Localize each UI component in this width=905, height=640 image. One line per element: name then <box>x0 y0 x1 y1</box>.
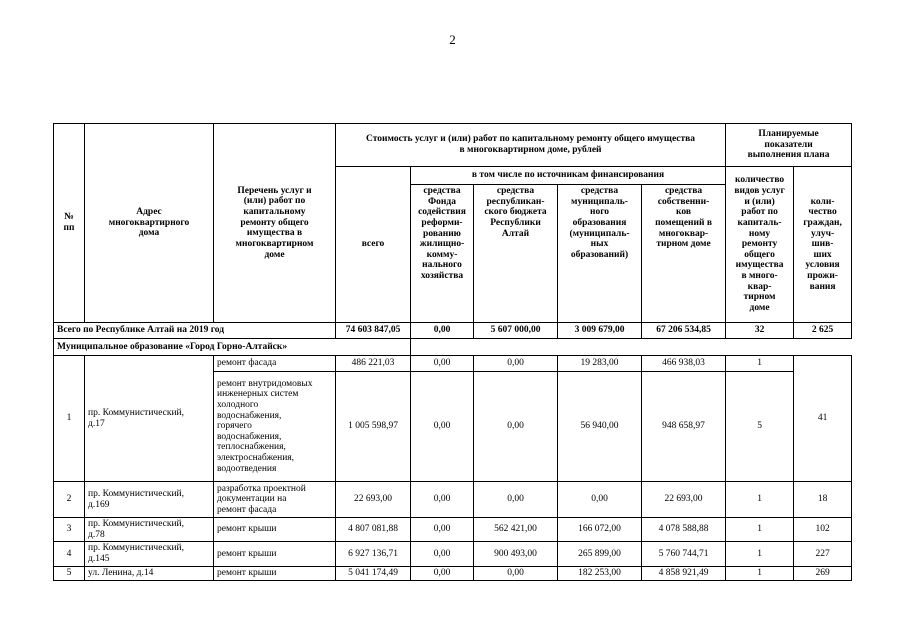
row-republic: 0,00 <box>474 356 558 372</box>
row-total: 6 927 136,71 <box>336 542 411 566</box>
row-owners: 4 858 921,49 <box>642 566 726 580</box>
row-kinds: 1 <box>726 356 794 372</box>
table-row <box>54 542 852 566</box>
table-row <box>54 482 852 518</box>
row-owners: 22 693,00 <box>642 482 726 518</box>
row-citizens: 102 <box>794 518 852 542</box>
row-fund: 0,00 <box>411 518 474 542</box>
row-owners: 948 658,97 <box>642 372 726 482</box>
row-kinds: 5 <box>726 372 794 482</box>
row-total: 5 041 174,49 <box>336 566 411 580</box>
row-kinds: 1 <box>726 542 794 566</box>
header-planned-group: Планируемые показатели выполнения плана <box>726 124 852 167</box>
row-total: 486 221,03 <box>336 356 411 372</box>
header-works: Перечень услуг и (или) работ по капитальному ремонту общего имущества в многоквартирном доме <box>214 124 336 323</box>
row-work: ремонт внутридомовых инженерных систем холодного водоснабжения, горячего водоснабжения, теплоснабжения, электроснабжения, водоотведения <box>214 372 336 482</box>
row-municipal: 166 072,00 <box>558 518 642 542</box>
row-address: пр. Коммунистический, д.145 <box>85 542 214 566</box>
row-address: ул. Ленина, д.14 <box>85 566 214 580</box>
total-row-republic: 5 607 000,00 <box>474 323 558 339</box>
row-address: пр. Коммунистический, д.17 <box>85 356 214 482</box>
row-owners: 466 938,03 <box>642 356 726 372</box>
row-fund: 0,00 <box>411 372 474 482</box>
row-municipal: 182 253,00 <box>558 566 642 580</box>
row-fund: 0,00 <box>411 482 474 518</box>
row-citizens: 269 <box>794 566 852 580</box>
row-total: 4 807 081,88 <box>336 518 411 542</box>
row-work: разработка проектной документации на ремонт фасада <box>214 482 336 518</box>
municipality-row <box>54 339 852 356</box>
capital-repair-table <box>53 123 852 581</box>
table-row <box>54 356 852 372</box>
row-work: ремонт крыши <box>214 566 336 580</box>
row-kinds: 1 <box>726 518 794 542</box>
row-municipal: 19 283,00 <box>558 356 642 372</box>
header-owners: средства собственни- ков помещений в многоквар- тирном доме <box>642 185 726 323</box>
row-owners: 5 760 744,71 <box>642 542 726 566</box>
row-work: ремонт крыши <box>214 518 336 542</box>
row-citizens: 41 <box>794 356 852 482</box>
row-owners: 4 078 588,88 <box>642 518 726 542</box>
row-republic: 0,00 <box>474 372 558 482</box>
total-row <box>54 323 852 339</box>
total-row-kinds: 32 <box>726 323 794 339</box>
header-fund: средства Фонда содействия реформи- рованию жилищно- комму- нального хозяйства <box>411 185 474 323</box>
row-total: 1 005 598,97 <box>336 372 411 482</box>
row-citizens: 227 <box>794 542 852 566</box>
row-address: пр. Коммунистический, д.169 <box>85 482 214 518</box>
row-num: 3 <box>54 518 85 542</box>
row-municipal: 56 940,00 <box>558 372 642 482</box>
row-num: 2 <box>54 482 85 518</box>
row-address: пр. Коммунистический, д.78 <box>85 518 214 542</box>
header-cost-group: Стоимость услуг и (или) работ по капитальному ремонту общего имущества в многоквартирном доме, рублей <box>336 124 726 167</box>
header-municipal: средства муниципаль- ного образования (муниципаль- ных образований) <box>558 185 642 323</box>
header-kinds-count: количество видов услуг и (или) работ по капиталь- ному ремонту общего имущества в много- квар- тирном доме <box>726 167 794 323</box>
row-total: 22 693,00 <box>336 482 411 518</box>
row-republic: 0,00 <box>474 482 558 518</box>
total-row-label: Всего по Республике Алтай на 2019 год <box>54 323 336 339</box>
row-kinds: 1 <box>726 566 794 580</box>
municipality-name: Муниципальное образование «Город Горно-Алтайск» <box>54 339 411 356</box>
row-work: ремонт фасада <box>214 356 336 372</box>
row-fund: 0,00 <box>411 356 474 372</box>
total-row-municipal: 3 009 679,00 <box>558 323 642 339</box>
total-row-owners: 67 206 534,85 <box>642 323 726 339</box>
row-kinds: 1 <box>726 482 794 518</box>
row-work: ремонт крыши <box>214 542 336 566</box>
total-row-fund: 0,00 <box>411 323 474 339</box>
row-municipal: 265 899,00 <box>558 542 642 566</box>
row-municipal: 0,00 <box>558 482 642 518</box>
table-row <box>54 566 852 580</box>
row-fund: 0,00 <box>411 566 474 580</box>
row-num: 4 <box>54 542 85 566</box>
header-address: Адрес многоквартирного дома <box>85 124 214 323</box>
row-num: 1 <box>54 356 85 482</box>
header-citizens: коли- чество граждан, улуч- шив- ших условия прожи- вания <box>794 167 852 323</box>
row-num: 5 <box>54 566 85 580</box>
total-row-citizens: 2 625 <box>794 323 852 339</box>
page-number: 2 <box>449 32 456 47</box>
row-republic: 0,00 <box>474 566 558 580</box>
total-row-total: 74 603 847,05 <box>336 323 411 339</box>
header-total: всего <box>336 167 411 323</box>
header-num: № пп <box>54 124 85 323</box>
row-republic: 562 421,00 <box>474 518 558 542</box>
table-row <box>54 518 852 542</box>
row-citizens: 18 <box>794 482 852 518</box>
row-republic: 900 493,00 <box>474 542 558 566</box>
row-fund: 0,00 <box>411 542 474 566</box>
header-sources-group: в том числе по источникам финансирования <box>411 167 726 185</box>
header-republic: средства республикан- ского бюджета Республики Алтай <box>474 185 558 323</box>
